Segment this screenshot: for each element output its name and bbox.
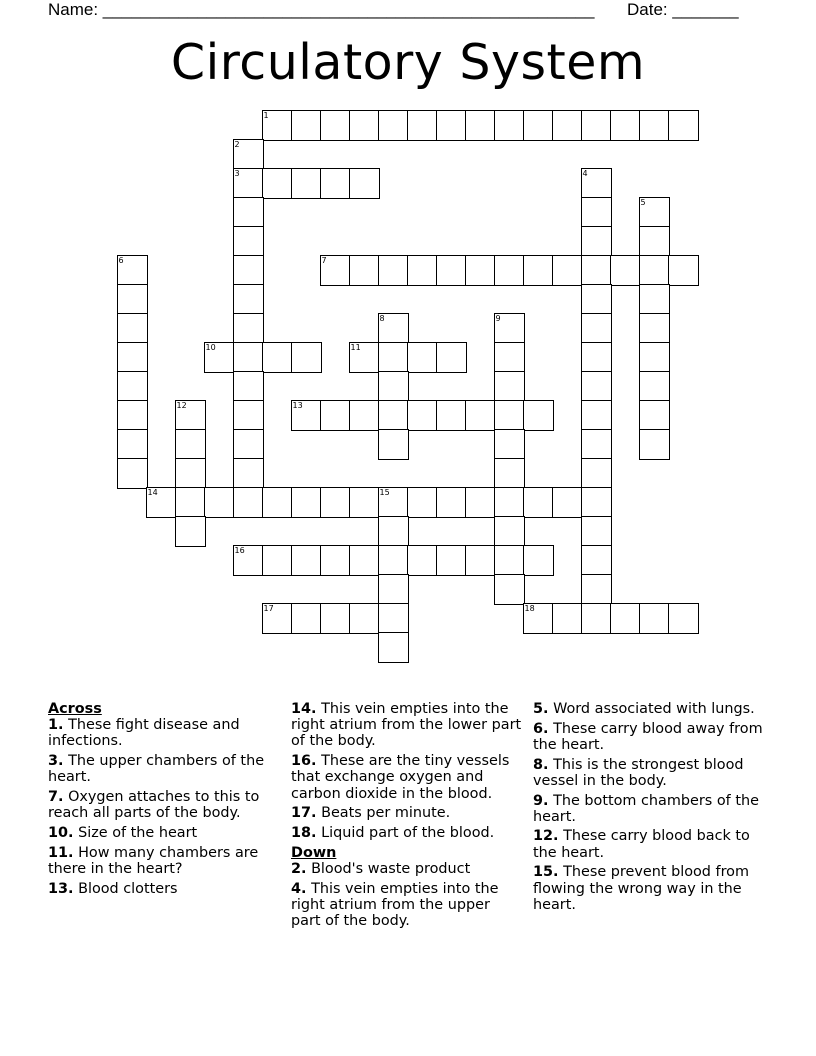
crossword-cell[interactable] <box>465 400 496 431</box>
clue-item-number: 6. <box>533 720 549 737</box>
crossword-cell[interactable] <box>117 284 148 315</box>
crossword-cell[interactable] <box>494 545 525 576</box>
clue-item <box>533 864 765 913</box>
crossword-cell[interactable] <box>233 197 264 228</box>
crossword-cell[interactable] <box>610 603 641 634</box>
crossword-cell[interactable] <box>552 255 583 286</box>
clue-number: 5 <box>640 197 646 207</box>
crossword-cell[interactable] <box>610 110 641 141</box>
crossword-cell[interactable] <box>639 313 670 344</box>
clue-section-heading: Down <box>291 844 337 861</box>
crossword-cell[interactable] <box>233 168 264 199</box>
crossword-cell[interactable] <box>233 226 264 257</box>
clue-item-number: 17. <box>291 805 317 822</box>
crossword-cell[interactable] <box>407 400 438 431</box>
crossword-cell[interactable] <box>407 342 438 373</box>
crossword-cell[interactable] <box>494 313 525 344</box>
name-field-label: Name: ____________________________________________________ <box>48 0 595 19</box>
crossword-cell[interactable] <box>668 110 699 141</box>
clue-item-number: 9. <box>533 792 549 809</box>
clue-item <box>533 828 765 860</box>
clue-item-number: 16. <box>291 753 317 770</box>
crossword-cell[interactable] <box>233 429 264 460</box>
crossword-cell[interactable] <box>581 545 612 576</box>
crossword-cell[interactable] <box>639 197 670 228</box>
clue-number: 4 <box>582 168 588 178</box>
crossword-cell[interactable] <box>668 603 699 634</box>
clue-item-text: These fight disease and infections. <box>48 717 240 750</box>
clue-number: 11 <box>350 342 361 352</box>
crossword-cell[interactable] <box>523 400 554 431</box>
clue-item-number: 7. <box>48 789 64 806</box>
clue-item-number: 13. <box>48 880 74 897</box>
clue-item-text: Word associated with lungs. <box>553 701 755 717</box>
crossword-cell[interactable] <box>581 226 612 257</box>
clue-item <box>48 717 280 749</box>
clue-item <box>533 701 765 717</box>
clue-item <box>533 793 765 825</box>
crossword-cell[interactable] <box>552 110 583 141</box>
crossword-cell[interactable] <box>639 342 670 373</box>
crossword-cell[interactable] <box>639 110 670 141</box>
crossword-cell[interactable] <box>233 371 264 402</box>
clue-item-text: Blood's waste product <box>311 860 471 877</box>
clue-item <box>291 825 523 841</box>
crossword-cell[interactable] <box>262 487 293 518</box>
crossword-cell[interactable] <box>436 110 467 141</box>
crossword-cell[interactable] <box>349 400 380 431</box>
clue-number: 12 <box>176 400 187 410</box>
crossword-cell[interactable] <box>436 545 467 576</box>
clue-item-text: This is the strongest blood vessel in the body. <box>533 756 744 789</box>
crossword-cell[interactable] <box>378 313 409 344</box>
clue-item-text: Beats per minute. <box>321 805 451 822</box>
crossword-cell[interactable] <box>465 110 496 141</box>
clue-number: 17 <box>263 603 274 613</box>
crossword-cell[interactable] <box>581 458 612 489</box>
clue-item-number: 8. <box>533 756 549 773</box>
crossword-cell[interactable] <box>639 255 670 286</box>
clue-number: 7 <box>321 255 327 265</box>
crossword-cell[interactable] <box>320 168 351 199</box>
clue-number: 9 <box>495 313 501 323</box>
crossword-cell[interactable] <box>581 487 612 518</box>
crossword-cell[interactable] <box>233 139 264 170</box>
crossword-cell[interactable] <box>436 255 467 286</box>
crossword-cell[interactable] <box>349 487 380 518</box>
crossword-cell[interactable] <box>407 110 438 141</box>
crossword-cell[interactable] <box>204 342 235 373</box>
crossword-cell[interactable] <box>639 400 670 431</box>
crossword-cell[interactable] <box>175 400 206 431</box>
crossword-cell[interactable] <box>233 255 264 286</box>
clue-item <box>48 789 280 821</box>
crossword-cell[interactable] <box>465 255 496 286</box>
clue-number: 14 <box>147 487 158 497</box>
crossword-cell[interactable] <box>291 110 322 141</box>
crossword-cell[interactable] <box>523 545 554 576</box>
clue-number: 15 <box>379 487 390 497</box>
crossword-cell[interactable] <box>523 603 554 634</box>
clue-number: 10 <box>205 342 216 352</box>
clue-number: 16 <box>234 545 245 555</box>
clue-item-text: This vein empties into the right atrium from the upper part of the body. <box>291 880 499 929</box>
crossword-cell[interactable] <box>378 110 409 141</box>
crossword-cell[interactable] <box>262 342 293 373</box>
crossword-cell[interactable] <box>581 400 612 431</box>
crossword-cell[interactable] <box>436 400 467 431</box>
crossword-cell[interactable] <box>117 255 148 286</box>
crossword-cell[interactable] <box>581 371 612 402</box>
crossword-cell[interactable] <box>233 342 264 373</box>
crossword-cell[interactable] <box>610 255 641 286</box>
crossword-cell[interactable] <box>117 313 148 344</box>
clue-item-number: 5. <box>533 701 549 717</box>
crossword-cell[interactable] <box>117 429 148 460</box>
crossword-cell[interactable] <box>262 168 293 199</box>
clue-item-text: This vein empties into the right atrium from the lower part of the body. <box>291 701 522 750</box>
crossword-cell[interactable] <box>407 545 438 576</box>
clue-number: 3 <box>234 168 240 178</box>
crossword-cell[interactable] <box>581 168 612 199</box>
crossword-cell[interactable] <box>349 255 380 286</box>
crossword-cell[interactable] <box>378 400 409 431</box>
crossword-cell[interactable] <box>349 342 380 373</box>
clue-item-number: 1. <box>48 717 64 734</box>
crossword-cell[interactable] <box>117 458 148 489</box>
crossword-cell[interactable] <box>378 603 409 634</box>
crossword-cell[interactable] <box>320 400 351 431</box>
crossword-cell[interactable] <box>523 255 554 286</box>
clue-item-number: 2. <box>291 860 307 877</box>
clue-item-text: Blood clotters <box>78 880 178 897</box>
clue-item-number: 15. <box>533 864 559 881</box>
crossword-cell[interactable] <box>639 429 670 460</box>
clue-item-text: The upper chambers of the heart. <box>48 753 265 786</box>
crossword-cell[interactable] <box>378 545 409 576</box>
date-field-label: Date: _______ <box>627 0 739 19</box>
crossword-cell[interactable] <box>291 342 322 373</box>
crossword-cell[interactable] <box>494 487 525 518</box>
clue-number: 2 <box>234 139 240 149</box>
clue-item <box>291 805 523 821</box>
crossword-cell[interactable] <box>552 603 583 634</box>
crossword-cell[interactable] <box>378 255 409 286</box>
crossword-cell[interactable] <box>117 371 148 402</box>
crossword-cell[interactable] <box>494 516 525 547</box>
crossword-cell[interactable] <box>494 255 525 286</box>
crossword-cell[interactable] <box>581 516 612 547</box>
crossword-cell[interactable] <box>175 487 206 518</box>
crossword-cell[interactable] <box>378 342 409 373</box>
crossword-cell[interactable] <box>378 429 409 460</box>
crossword-cell[interactable] <box>175 458 206 489</box>
crossword-cell[interactable] <box>378 371 409 402</box>
crossword-cell[interactable] <box>465 487 496 518</box>
clue-item-number: 3. <box>48 753 64 770</box>
crossword-cell[interactable] <box>146 487 177 518</box>
crossword-cell[interactable] <box>639 284 670 315</box>
crossword-cell[interactable] <box>291 487 322 518</box>
crossword-cell[interactable] <box>581 342 612 373</box>
clue-item-text: How many chambers are there in the heart? <box>48 844 259 877</box>
clue-item <box>48 753 280 785</box>
clues-column-3 <box>533 701 765 916</box>
page-title: Circulatory System <box>170 34 646 91</box>
clue-number: 18 <box>524 603 535 613</box>
crossword-cell[interactable] <box>581 197 612 228</box>
crossword-cell[interactable] <box>494 342 525 373</box>
crossword-cell[interactable] <box>407 487 438 518</box>
crossword-cell[interactable] <box>320 110 351 141</box>
clue-item <box>48 881 280 897</box>
clue-item-number: 10. <box>48 824 74 841</box>
crossword-cell[interactable] <box>204 487 235 518</box>
crossword-cell[interactable] <box>581 284 612 315</box>
clue-item-number: 4. <box>291 880 307 897</box>
crossword-cell[interactable] <box>639 371 670 402</box>
crossword-cell[interactable] <box>233 284 264 315</box>
crossword-cell[interactable] <box>581 110 612 141</box>
crossword-cell[interactable] <box>233 545 264 576</box>
crossword-cell[interactable] <box>639 603 670 634</box>
crossword-cell[interactable] <box>581 574 612 605</box>
crossword-cell[interactable] <box>349 545 380 576</box>
clue-number: 6 <box>118 255 124 265</box>
crossword-cell[interactable] <box>291 545 322 576</box>
crossword-cell[interactable] <box>320 545 351 576</box>
crossword-cell[interactable] <box>117 342 148 373</box>
crossword-cell[interactable] <box>320 487 351 518</box>
clue-item-text: Oxygen attaches to this to reach all parts of the body. <box>48 789 260 822</box>
crossword-cell[interactable] <box>668 255 699 286</box>
crossword-cell[interactable] <box>233 487 264 518</box>
clue-number: 13 <box>292 400 303 410</box>
crossword-cell[interactable] <box>320 255 351 286</box>
crossword-cell[interactable] <box>320 603 351 634</box>
crossword-cell[interactable] <box>262 545 293 576</box>
crossword-cell[interactable] <box>523 110 554 141</box>
crossword-cell[interactable] <box>233 458 264 489</box>
clue-item <box>291 753 523 802</box>
crossword-cell[interactable] <box>233 400 264 431</box>
crossword-cell[interactable] <box>465 545 496 576</box>
crossword-cell[interactable] <box>117 400 148 431</box>
clue-item-text: These carry blood back to the heart. <box>533 828 750 861</box>
clue-item <box>291 861 523 877</box>
crossword-cell[interactable] <box>494 371 525 402</box>
crossword-cell[interactable] <box>639 226 670 257</box>
crossword-cell[interactable] <box>175 429 206 460</box>
crossword-cell[interactable] <box>494 574 525 605</box>
crossword-cell[interactable] <box>436 487 467 518</box>
crossword-cell[interactable] <box>494 110 525 141</box>
clue-number: 1 <box>263 110 269 120</box>
clue-item <box>291 701 523 750</box>
crossword-cell[interactable] <box>233 313 264 344</box>
crossword-cell[interactable] <box>436 342 467 373</box>
crossword-cell[interactable] <box>349 110 380 141</box>
crossword-cell[interactable] <box>262 110 293 141</box>
clue-item <box>533 757 765 789</box>
crossword-cell[interactable] <box>494 429 525 460</box>
crossword-cell[interactable] <box>552 487 583 518</box>
clue-item-number: 18. <box>291 824 317 841</box>
crossword-cell[interactable] <box>494 458 525 489</box>
clue-item-number: 14. <box>291 701 317 717</box>
crossword-cell[interactable] <box>262 603 293 634</box>
clue-item-text: The bottom chambers of the heart. <box>533 792 759 825</box>
clues-column-2 <box>291 701 523 933</box>
clue-item <box>48 825 280 841</box>
clue-item <box>533 721 765 753</box>
crossword-cell[interactable] <box>581 255 612 286</box>
clue-section-heading: Across <box>48 701 102 717</box>
crossword-cell[interactable] <box>581 603 612 634</box>
clue-item-text: These carry blood away from the heart. <box>533 720 763 753</box>
clue-item-text: Size of the heart <box>78 824 198 841</box>
clue-item-text: These are the tiny vessels that exchange oxygen and carbon dioxide in the blood. <box>291 753 510 802</box>
crossword-cell[interactable] <box>378 516 409 547</box>
crossword-cell[interactable] <box>349 168 380 199</box>
clue-item-number: 11. <box>48 844 74 861</box>
crossword-cell[interactable] <box>378 574 409 605</box>
crossword-cell[interactable] <box>523 487 554 518</box>
clue-item <box>48 845 280 877</box>
clue-item-text: These prevent blood from flowing the wrong way in the heart. <box>533 864 750 913</box>
clues-column-1 <box>48 701 280 900</box>
crossword-cell[interactable] <box>291 400 322 431</box>
crossword-cell[interactable] <box>291 603 322 634</box>
crossword-cell[interactable] <box>581 313 612 344</box>
crossword-cell[interactable] <box>581 429 612 460</box>
crossword-cell[interactable] <box>291 168 322 199</box>
clue-item-text: Liquid part of the blood. <box>321 824 495 841</box>
crossword-cell[interactable] <box>378 632 409 663</box>
clue-number: 8 <box>379 313 385 323</box>
clue-item <box>291 881 523 930</box>
crossword-cell[interactable] <box>407 255 438 286</box>
crossword-cell[interactable] <box>378 487 409 518</box>
crossword-cell[interactable] <box>349 603 380 634</box>
clue-item-number: 12. <box>533 828 559 845</box>
crossword-cell[interactable] <box>494 400 525 431</box>
crossword-cell[interactable] <box>175 516 206 547</box>
